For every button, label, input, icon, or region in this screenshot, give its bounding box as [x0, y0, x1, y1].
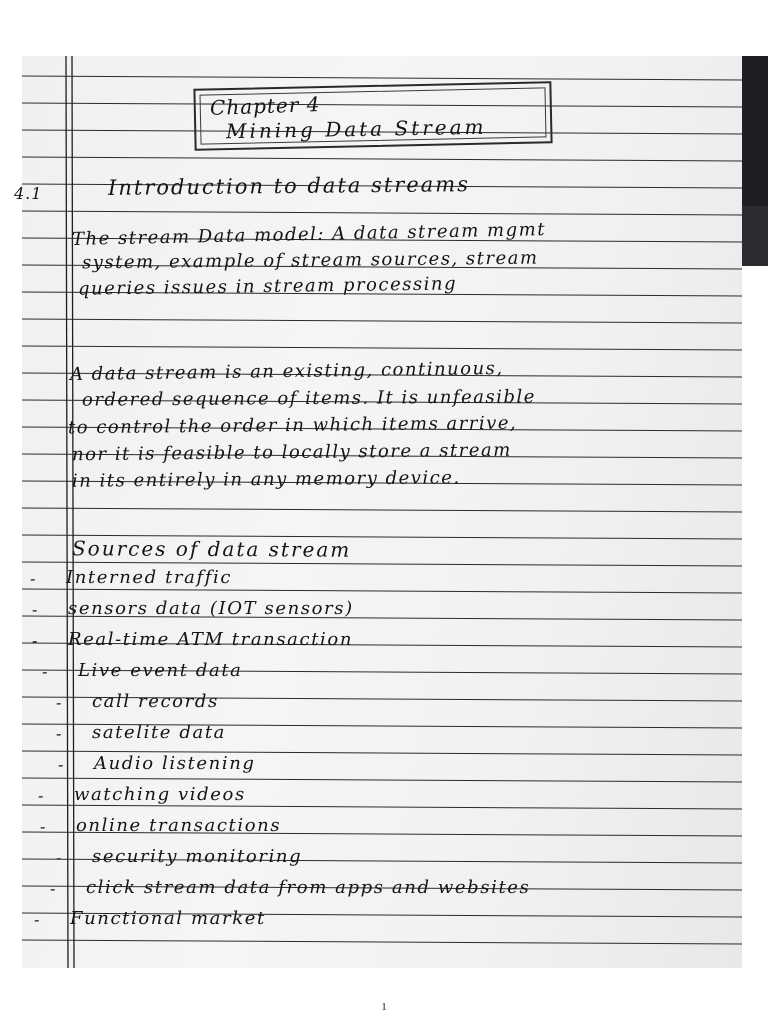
chapter-title-line1: Chapter 4	[209, 92, 321, 120]
source-item-text: Functional market	[70, 908, 266, 929]
source-item-text: Interned traffic	[66, 567, 233, 588]
ruled-line	[22, 319, 742, 323]
page-number: 1	[381, 1001, 387, 1013]
margin-line	[72, 56, 74, 968]
source-item-text: security monitoring	[92, 846, 303, 867]
scan-background-lower	[738, 206, 768, 266]
bullet-dash: -	[30, 569, 37, 588]
section-number: 4.1	[14, 184, 43, 203]
stream-model-line: The stream Data model: A data stream mgmt	[71, 219, 547, 250]
bullet-dash: -	[56, 724, 63, 743]
section-heading: Introduction to data streams	[107, 172, 471, 200]
ruled-line	[22, 562, 742, 566]
bullet-dash: -	[38, 786, 45, 805]
definition-line: in its entirely in any memory device.	[71, 467, 461, 492]
bullet-dash: -	[58, 755, 65, 774]
source-item-text: click stream data from apps and websites	[86, 877, 531, 898]
source-item-text: Audio listening	[94, 753, 256, 774]
margin-line	[66, 56, 68, 968]
source-item-text: online transactions	[76, 815, 282, 836]
ruled-line	[22, 157, 742, 161]
definition-line: to control the order in which items arrive,	[67, 412, 518, 439]
notebook-paper	[14, 56, 742, 968]
chapter-title-line2: Mining Data Stream	[225, 114, 487, 144]
bullet-dash: -	[32, 631, 39, 650]
source-item-text: call records	[92, 691, 219, 712]
ruled-line	[22, 778, 742, 782]
sources-heading: Sources of data stream	[71, 536, 352, 562]
source-item-text: sensors data (IOT sensors)	[68, 598, 354, 619]
definition-line: A data stream is an existing, continuous,	[69, 357, 504, 386]
ruled-line	[22, 76, 742, 80]
bullet-dash: -	[34, 910, 41, 929]
ruled-line	[22, 589, 742, 593]
bullet-dash: -	[32, 600, 39, 619]
definition-line: nor it is feasible to locally store a stream	[71, 439, 512, 466]
bullet-dash: -	[50, 879, 57, 898]
ruled-line	[22, 805, 742, 809]
stream-model-line: queries issues in stream processing	[77, 273, 458, 300]
source-item-text: Live event data	[78, 660, 243, 681]
definition-line: ordered sequence of items. It is unfeasible	[81, 386, 536, 411]
ruled-line	[22, 508, 742, 512]
bullet-dash: -	[40, 817, 47, 836]
bullet-dash: -	[56, 848, 63, 867]
bullet-dash: -	[42, 662, 49, 681]
ruled-line	[22, 940, 742, 944]
stream-model-line: system, example of stream sources, stream	[81, 247, 539, 274]
source-item-text: watching videos	[74, 784, 246, 805]
source-item-text: Real-time ATM transaction	[68, 629, 354, 650]
ruled-line	[22, 346, 742, 350]
ruled-line	[22, 211, 742, 215]
source-item-text: satelite data	[92, 722, 226, 743]
bullet-dash: -	[56, 693, 63, 712]
